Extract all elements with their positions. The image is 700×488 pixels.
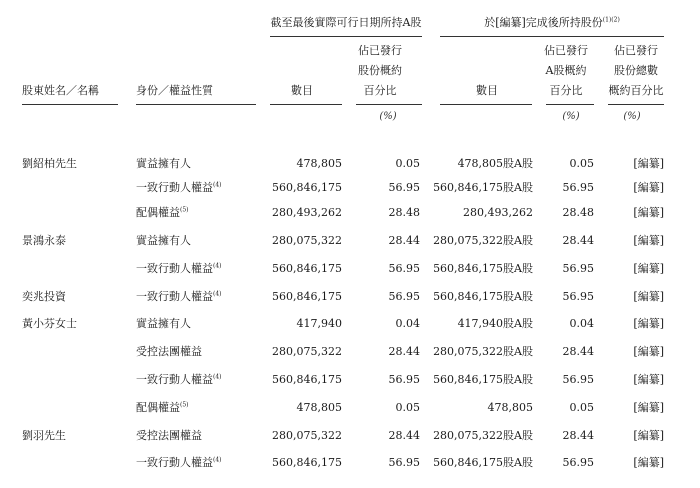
row-pct-a: 0.05: [569, 157, 594, 170]
row-number-after: 478,805: [487, 401, 533, 414]
row-pct-a: 56.95: [562, 373, 594, 386]
col-header-number-after: 數目: [476, 84, 498, 97]
row-number-after: 560,846,175股A股: [433, 456, 533, 469]
row-number-current: 280,075,322: [272, 234, 342, 247]
row-capacity-text: 一致行動人權益: [136, 262, 213, 275]
row-pct-current: 56.95: [388, 290, 420, 303]
group-header-after-bracket: [編纂]: [495, 16, 526, 29]
row-pct-total: [編纂]: [633, 157, 664, 170]
row-capacity: [136, 317, 266, 331]
col-header-pct-a-line1: 佔已發行: [544, 44, 588, 57]
row-name: 奕兆投資: [22, 290, 66, 303]
row-capacity: [136, 456, 266, 470]
row-capacity-text: 配偶權益: [136, 401, 180, 414]
row-name: 黃小芬女士: [22, 317, 77, 330]
row-number-current: 478,805: [296, 157, 342, 170]
row-pct-total: [編纂]: [633, 206, 664, 219]
row-pct-total: [編纂]: [633, 317, 664, 330]
group-header-after-note: (1)(2): [602, 16, 620, 24]
row-pct-a: 56.95: [562, 456, 594, 469]
row-pct-current: 56.95: [388, 262, 420, 275]
col-header-pct-current-line2: 股份概約: [358, 64, 402, 77]
row-capacity-text: 實益擁有人: [136, 234, 191, 247]
row-number-current: 560,846,175: [272, 373, 342, 386]
group-header-after-rule: [440, 36, 664, 37]
row-capacity-note: (5): [180, 401, 189, 409]
row-pct-total: [編纂]: [633, 290, 664, 303]
header-rule-number-current: [270, 104, 342, 105]
col-header-capacity: 身份／權益性質: [136, 84, 213, 97]
row-pct-total: [編纂]: [633, 181, 664, 194]
row-number-after: 280,075,322股A股: [433, 234, 533, 247]
row-pct-current: 28.48: [388, 206, 420, 219]
row-name: 劉紹柏先生: [22, 157, 77, 170]
header-rule-capacity: [136, 104, 256, 105]
col-header-pct-current-line3: 百分比: [363, 84, 397, 97]
col-header-pct-total-line1: 佔已發行: [614, 44, 658, 57]
row-pct-current: 0.04: [395, 317, 420, 330]
row-number-current: 417,940: [296, 317, 342, 330]
row-capacity-text: 一致行動人權益: [136, 181, 213, 194]
row-number-current: 560,846,175: [272, 456, 342, 469]
row-pct-current: 56.95: [388, 456, 420, 469]
row-capacity: [136, 345, 266, 359]
col-header-number-current: 數目: [291, 84, 313, 97]
row-number-after: 280,075,322股A股: [433, 345, 533, 358]
row-capacity-text: 實益擁有人: [136, 317, 191, 330]
group-header-current-rule: [270, 36, 422, 37]
row-capacity-note: (4): [213, 290, 222, 298]
row-number-after: 560,846,175股A股: [433, 262, 533, 275]
row-capacity: [136, 181, 266, 195]
row-capacity: [136, 429, 266, 443]
row-number-after: 560,846,175股A股: [433, 181, 533, 194]
row-capacity-text: 配偶權益: [136, 206, 180, 219]
group-header-after: [440, 16, 664, 30]
row-number-after: 560,846,175股A股: [433, 373, 533, 386]
row-pct-a: 28.44: [562, 234, 594, 247]
row-capacity-note: (4): [213, 262, 222, 270]
row-number-after: 560,846,175股A股: [433, 290, 533, 303]
row-capacity: [136, 206, 266, 220]
row-pct-total: [編纂]: [633, 345, 664, 358]
row-pct-current: 28.44: [388, 234, 420, 247]
group-header-after-prefix: 於: [484, 16, 496, 29]
col-header-name: 股東姓名／名稱: [22, 84, 99, 97]
row-name: 景鴻永泰: [22, 234, 66, 247]
row-capacity-text: 受控法團權益: [136, 345, 202, 358]
row-capacity-text: 實益擁有人: [136, 157, 191, 170]
row-capacity: [136, 157, 266, 171]
row-pct-a: 56.95: [562, 181, 594, 194]
row-number-after: 478,805股A股: [457, 157, 533, 170]
row-pct-total: [編纂]: [633, 262, 664, 275]
row-capacity: [136, 262, 266, 276]
row-pct-current: 0.05: [395, 157, 420, 170]
row-capacity: [136, 401, 266, 415]
row-pct-a: 28.48: [562, 206, 594, 219]
row-capacity-note: (4): [213, 181, 222, 189]
row-capacity: [136, 234, 266, 248]
row-capacity: [136, 373, 266, 387]
row-pct-a: 0.04: [569, 317, 594, 330]
row-number-current: 478,805: [296, 401, 342, 414]
row-capacity-note: (4): [213, 373, 222, 381]
row-capacity-note: (4): [213, 456, 222, 464]
unit-pct-a: (%): [562, 111, 580, 122]
header-rule-pct-current: [356, 104, 422, 105]
row-number-current: 280,075,322: [272, 345, 342, 358]
row-capacity: [136, 290, 266, 304]
row-pct-current: 0.05: [395, 401, 420, 414]
row-pct-a: 0.05: [569, 401, 594, 414]
col-header-pct-current-line1: 佔已發行: [358, 44, 402, 57]
row-pct-current: 28.44: [388, 429, 420, 442]
row-pct-a: 28.44: [562, 429, 594, 442]
row-pct-a: 56.95: [562, 290, 594, 303]
header-rule-number-after: [440, 104, 532, 105]
col-header-pct-total-line2: 股份總數: [614, 64, 658, 77]
col-header-pct-total-line3: 概約百分比: [608, 84, 664, 97]
row-pct-current: 28.44: [388, 345, 420, 358]
row-pct-a: 28.44: [562, 345, 594, 358]
row-number-after: 280,493,262: [463, 206, 533, 219]
header-rule-name: [22, 104, 118, 105]
unit-pct-current: (%): [379, 111, 397, 122]
row-number-after: 417,940股A股: [457, 317, 533, 330]
row-capacity-note: (5): [180, 206, 189, 214]
row-number-current: 280,493,262: [272, 206, 342, 219]
unit-pct-total: (%): [623, 111, 641, 122]
row-capacity-text: 受控法團權益: [136, 429, 202, 442]
row-name: 劉羽先生: [22, 429, 66, 442]
group-header-current: 截至最後實際可行日期所持A股: [270, 16, 422, 29]
row-number-current: 280,075,322: [272, 429, 342, 442]
row-pct-total: [編纂]: [633, 234, 664, 247]
row-pct-total: [編纂]: [633, 401, 664, 414]
header-rule-pct-total: [608, 104, 664, 105]
row-number-after: 280,075,322股A股: [433, 429, 533, 442]
row-pct-total: [編纂]: [633, 456, 664, 469]
group-header-after-suffix: 完成後所持股份: [525, 16, 603, 29]
row-number-current: 560,846,175: [272, 262, 342, 275]
row-pct-a: 56.95: [562, 262, 594, 275]
row-capacity-text: 一致行動人權益: [136, 456, 213, 469]
row-number-current: 560,846,175: [272, 290, 342, 303]
row-number-current: 560,846,175: [272, 181, 342, 194]
row-pct-total: [編纂]: [633, 429, 664, 442]
row-capacity-text: 一致行動人權益: [136, 373, 213, 386]
row-pct-total: [編纂]: [633, 373, 664, 386]
row-pct-current: 56.95: [388, 181, 420, 194]
row-capacity-text: 一致行動人權益: [136, 290, 213, 303]
row-pct-current: 56.95: [388, 373, 420, 386]
col-header-pct-a-line3: 百分比: [549, 84, 583, 97]
header-rule-pct-a: [546, 104, 594, 105]
col-header-pct-a-line2: A股概約: [545, 64, 587, 77]
